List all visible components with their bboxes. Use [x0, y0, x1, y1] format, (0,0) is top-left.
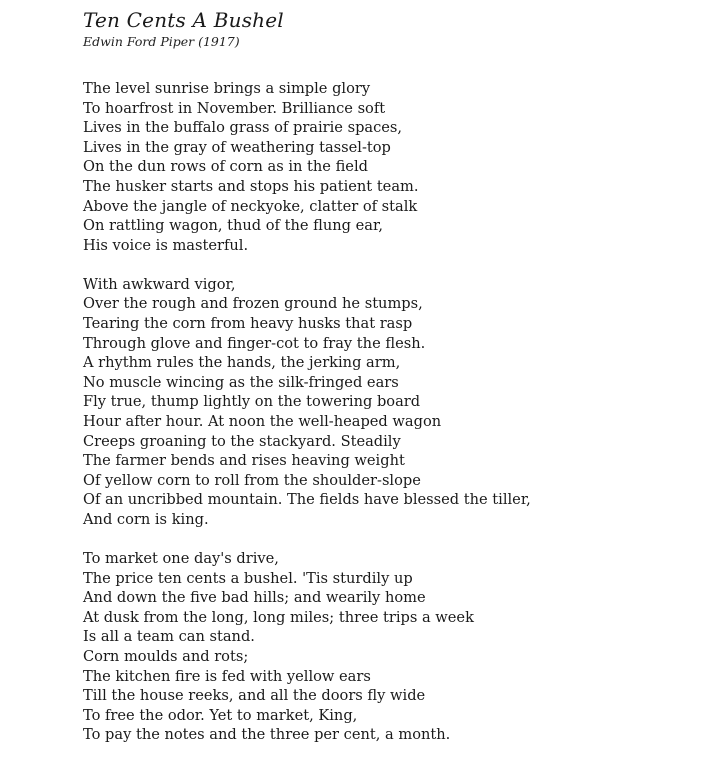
- poem-page: [83, 6, 693, 765]
- poem-line: The level sunrise brings a simple glory: [83, 80, 371, 97]
- poem-line: To market one day's drive,: [83, 550, 279, 568]
- poem-line: And down the five bad hills; and wearily home: [83, 589, 426, 607]
- poem-line: To hoarfrost in November. Brilliance soft: [83, 99, 386, 117]
- poem-line: To free the odor. Yet to market, King,: [83, 706, 358, 724]
- poem-line: Lives in the buffalo grass of prairie spaces,: [83, 119, 403, 137]
- poem-line: With awkward vigor,: [83, 275, 236, 293]
- poem-line: No muscle wincing as the silk-fringed ears: [83, 373, 399, 391]
- poem-line: Of an uncribbed mountain. The fields have blessed the tiller,: [83, 491, 531, 509]
- poem-title: Ten Cents A Bushel: [83, 8, 284, 32]
- poem-line: Of yellow corn to roll from the shoulder-slope: [83, 471, 421, 489]
- poem-line: And corn is king.: [83, 510, 209, 528]
- poem-line: His voice is masterful.: [83, 236, 249, 254]
- poem-line: The kitchen fire is fed with yellow ears: [83, 667, 371, 685]
- poem-line: At dusk from the long, long miles; three trips a week: [83, 608, 474, 626]
- poem-line: Is all a team can stand.: [83, 628, 255, 646]
- poem-line: The farmer bends and rises heaving weight: [83, 452, 405, 470]
- stanza: [83, 275, 693, 530]
- poem-line: Corn moulds and rots;: [83, 648, 249, 666]
- poem-line: Hour after hour. At noon the well-heaped wagon: [83, 413, 442, 430]
- poem-line: The husker starts and stops his patient team.: [83, 177, 419, 195]
- stanza: [83, 79, 693, 255]
- poem-line: Through glove and finger-cot to fray the flesh.: [83, 334, 426, 352]
- poem-body: [83, 79, 693, 745]
- poem-line: Tearing the corn from heavy husks that rasp: [83, 315, 413, 333]
- poem-line: A rhythm rules the hands, the jerking arm,: [83, 354, 401, 372]
- poem-line: Till the house reeks, and all the doors fly wide: [83, 687, 426, 705]
- poem-line: Fly true, thump lightly on the towering board: [83, 393, 421, 411]
- poem-line: Over the rough and frozen ground he stumps,: [83, 295, 423, 313]
- poem-line: On the dun rows of corn as in the field: [83, 158, 368, 176]
- poem-line: The price ten cents a bushel. 'Tis sturdily up: [83, 569, 413, 587]
- poem-line: Lives in the gray of weathering tassel-top: [83, 138, 391, 156]
- poem-line: To pay the notes and the three per cent, a month.: [83, 726, 451, 744]
- poem-line: Creeps groaning to the stackyard. Steadily: [83, 432, 401, 450]
- poem-line: On rattling wagon, thud of the flung ear,: [83, 217, 383, 235]
- stanza: [83, 549, 693, 745]
- poem-byline: Edwin Ford Piper (1917): [83, 34, 240, 49]
- poem-line: Above the jangle of neckyoke, clatter of stalk: [83, 197, 418, 215]
